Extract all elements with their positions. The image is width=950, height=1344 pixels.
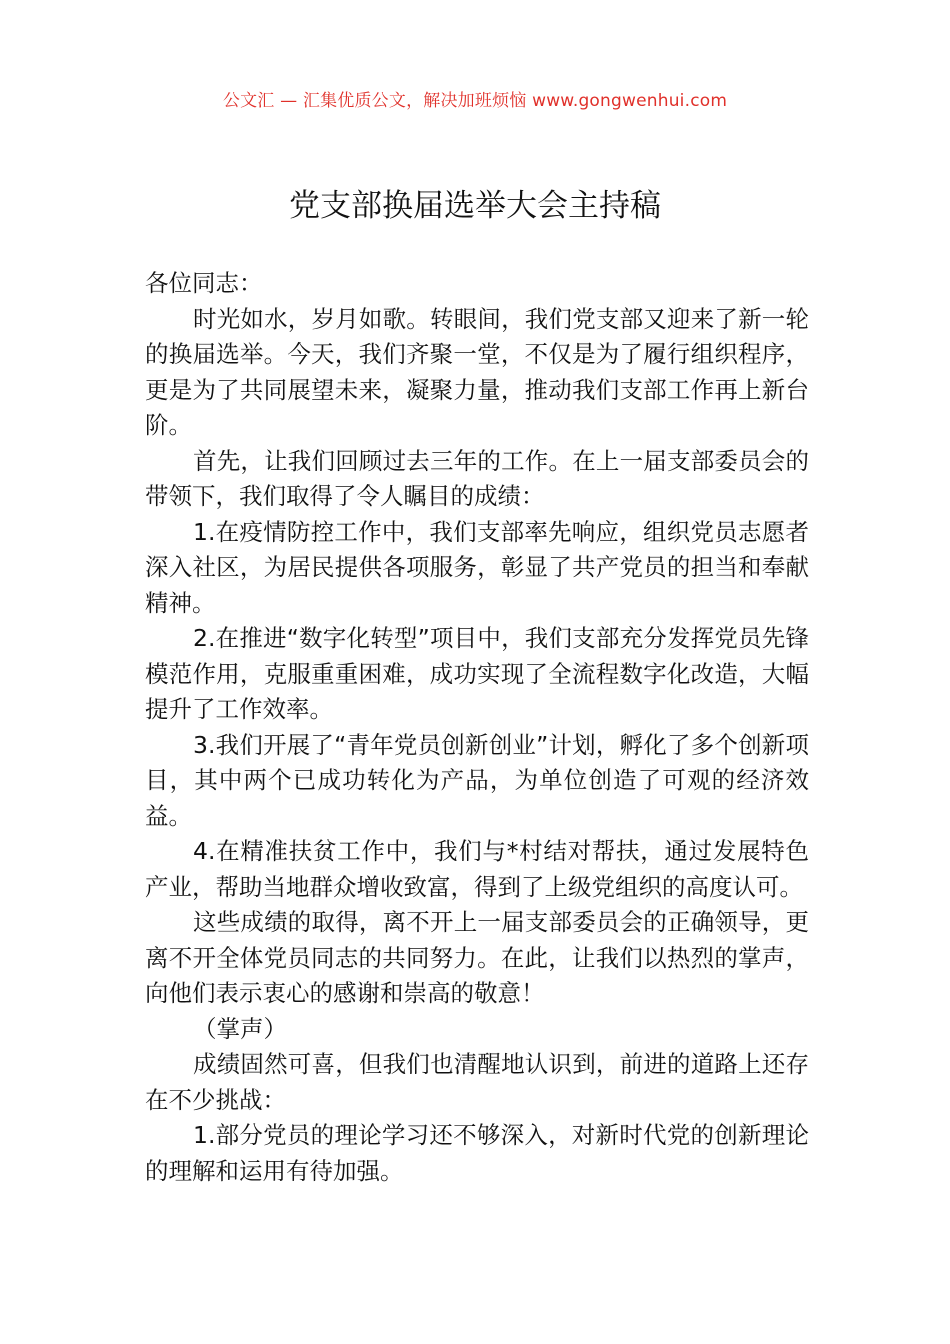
body-paragraph: 这些成绩的取得，离不开上一届支部委员会的正确领导，更离不开全体党员同志的共同努力。在此，让我们以热烈的掌声，向他们表示衷心的感谢和崇高的敬意！ [145,908,809,1007]
achievement-item: 4.在精准扶贫工作中，我们与*村结对帮扶，通过发展特色产业，帮助当地群众增收致富，得到了上级党组织的高度认可。 [145,837,809,901]
achievement-item: 3.我们开展了“青年党员创新创业”计划，孵化了多个创新项目，其中两个已成功转化为产品，为单位创造了可观的经济效益。 [145,730,809,830]
document-body [145,266,809,1189]
site-watermark-header: 公文汇 — 汇集优质公文，解决加班烦恼 www.gongwenhui.com [222,91,728,111]
challenge-item: 1.部分党员的理论学习还不够深入，对新时代党的创新理论的理解和运用有待加强。 [145,1121,809,1185]
achievement-item: 2.在推进“数字化转型”项目中，我们支部充分发挥党员先锋模范作用，克服重重困难，成功实现了全流程数字化改造，大幅提升了工作效率。 [145,624,809,723]
body-paragraph: 时光如水，岁月如歌。转眼间，我们党支部又迎来了新一轮的换届选举。今天，我们齐聚一堂，不仅是为了履行组织程序，更是为了共同展望未来，凝聚力量，推动我们支部工作再上新台阶。 [145,304,809,439]
body-paragraph: 成绩固然可喜，但我们也清醒地认识到，前进的道路上还存在不少挑战： [145,1050,809,1114]
document-title: 党支部换届选举大会主持稿 [289,188,661,224]
achievement-item: 1.在疫情防控工作中，我们支部率先响应，组织党员志愿者深入社区，为居民提供各项服务，彰显了共产党员的担当和奉献精神。 [145,517,809,617]
applause-note: （掌声） [193,1014,287,1043]
salutation-paragraph: 各位同志： [145,269,263,297]
body-paragraph: 首先，让我们回顾过去三年的工作。在上一届支部委员会的带领下，我们取得了令人瞩目的成绩： [145,446,809,510]
